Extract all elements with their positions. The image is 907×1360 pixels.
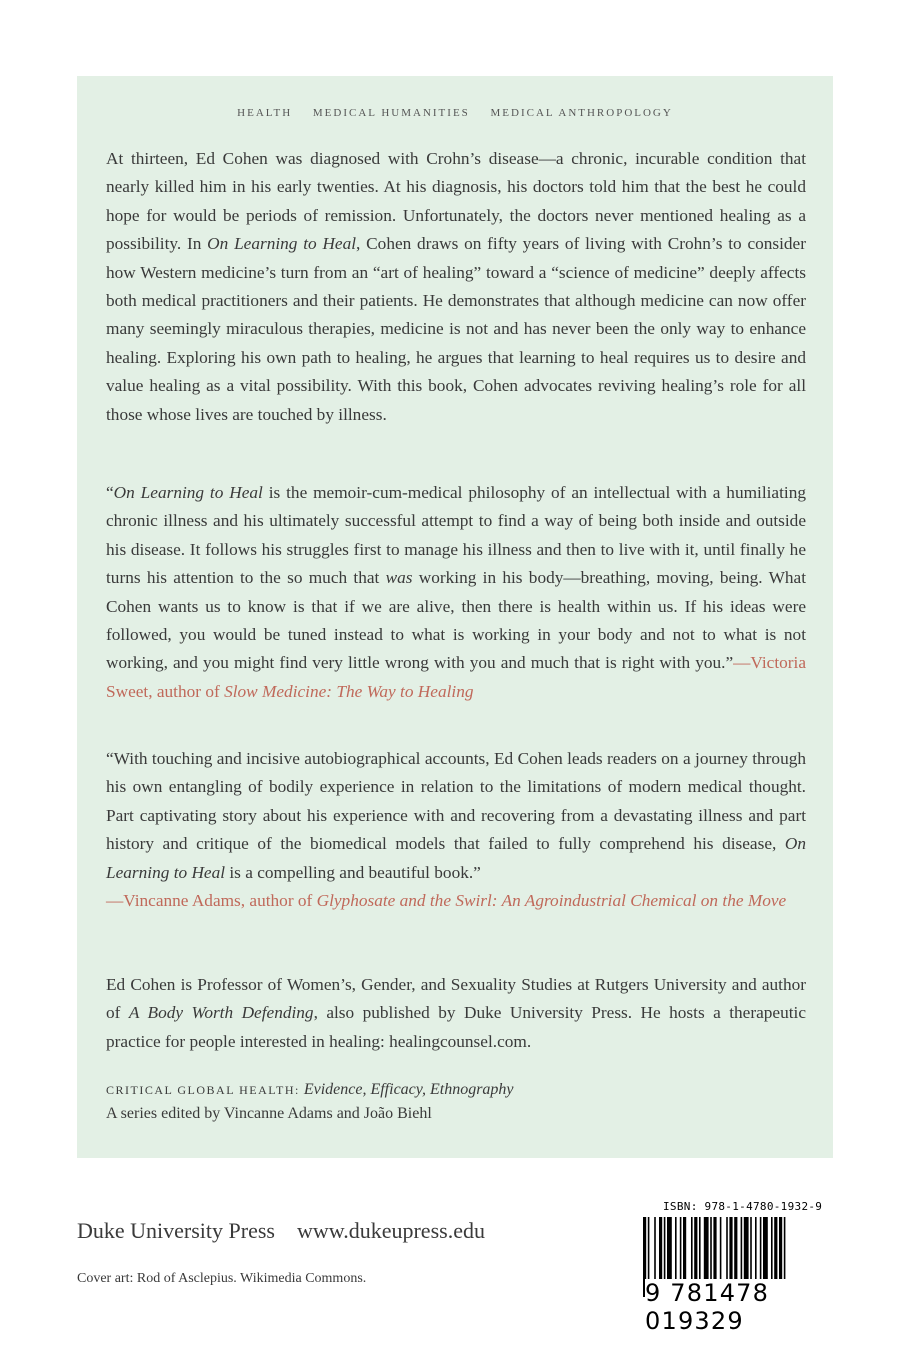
book-description bbox=[106, 145, 806, 429]
description-book-title: On Learning to Heal bbox=[207, 234, 357, 254]
quote1-attribution-book: Slow Medicine: The Way to Healing bbox=[224, 681, 474, 701]
description-text-b: , Cohen draws on fifty years of living with Crohn’s to consider how Western medicine’s turn from an “art of healing” toward a “science of medicine” deeply affects both medical practitioners and their patients. He demonstrates that although medicine can now offer many seemingly miraculous therapies, medicine is not and has never been the only way to enhance healing. Exploring his own path to healing, he argues that learning to heal requires us to desire and value healing as a vital possibility. With this book, Cohen advocates reviving healing’s role for all those whose lives are touched by illness. bbox=[106, 234, 806, 424]
quote2-text-a: “With touching and incisive autobiographical accounts, Ed Cohen leads readers on a journey through his own entangling of bodily experience in relation to the limitations of modern medical thought. Part captivating story about his experience with and recovering from a devastating illness and part history and critique of the biomedical models that failed to fully comprehend his disease, bbox=[106, 749, 806, 854]
category-health: HEALTH bbox=[237, 107, 293, 119]
category-list bbox=[77, 107, 833, 119]
quote1-emphasis: was bbox=[385, 568, 413, 588]
blurb-victoria-sweet bbox=[106, 479, 806, 706]
quote1-open: “ bbox=[106, 483, 114, 502]
quote2-book-title: On Learning to Heal bbox=[106, 834, 806, 882]
series-name: CRITICAL GLOBAL HEALTH: bbox=[106, 1083, 300, 1097]
publisher-name: Duke University Press bbox=[77, 1218, 275, 1243]
quote1-book-title: On Learning to Heal bbox=[113, 483, 263, 502]
category-medical-humanities: MEDICAL HUMANITIES bbox=[312, 107, 470, 119]
series-subtitle: Evidence, Efficacy, Ethnography bbox=[303, 1081, 514, 1098]
cover-art-credit: Cover art: Rod of Asclepius. Wikimedia Commons. bbox=[77, 1271, 367, 1286]
isbn-barcode-block bbox=[633, 1197, 841, 1335]
series-info bbox=[106, 1078, 514, 1126]
bio-text-b: , also published by Duke University Press. He hosts a therapeutic practice for people interested in healing: healingcounsel.com. bbox=[106, 1003, 806, 1051]
isbn-label: ISBN: 978-1-4780-1932-9 bbox=[663, 1200, 823, 1213]
bio-book-title: A Body Worth Defending bbox=[128, 1003, 314, 1023]
description-text-a: At thirteen, Ed Cohen was diagnosed with Crohn’s disease—a chronic, incurable condition that nearly killed him in his early twenties. At his diagnosis, his doctors told him that the best he could hope for would be periods of remission. Unfortunately, the doctors never mentioned healing as a possibility. In bbox=[106, 149, 806, 254]
quote1-text-b: working in his body—breathing, moving, being. What Cohen wants us to know is that if we are alive, then there is health within us. If his ideas were followed, you would be tuned instead to what is working in your body and not to what is not working, and you might find very little wrong with you and much that is right with you.” bbox=[106, 568, 806, 673]
blurb-vincanne-adams bbox=[106, 745, 806, 915]
series-editors: A series edited by Vincanne Adams and João Biehl bbox=[106, 1105, 432, 1122]
isbn-digits: 9 781478 019329 bbox=[645, 1279, 841, 1335]
quote2-text-b: is a compelling and beautiful book.” bbox=[225, 862, 481, 882]
quote2-attribution-book: Glyphosate and the Swirl: An Agroindustrial Chemical on the Move bbox=[316, 891, 787, 911]
category-medical-anthropology: MEDICAL ANTHROPOLOGY bbox=[490, 107, 673, 119]
quote2-attribution: —Vincanne Adams, author of bbox=[106, 891, 317, 911]
quote1-text-a: is the memoir-cum-medical philosophy of an intellectual with a humiliating chronic illness and his ultimately successful attempt to find a way of being both inside and outside his disease. It follows his struggles first to manage his illness and then to live with it, until finally he turns his attention to the so much that bbox=[106, 483, 806, 588]
bio-text-a: Ed Cohen is Professor of Women’s, Gender, and Sexuality Studies at Rutgers University and author of bbox=[106, 975, 806, 1023]
quote1-attribution: —Victoria Sweet, author of bbox=[106, 653, 806, 701]
publisher-line bbox=[77, 1218, 507, 1244]
publisher-url: www.dukeupress.edu bbox=[296, 1218, 485, 1243]
author-bio bbox=[106, 971, 806, 1056]
